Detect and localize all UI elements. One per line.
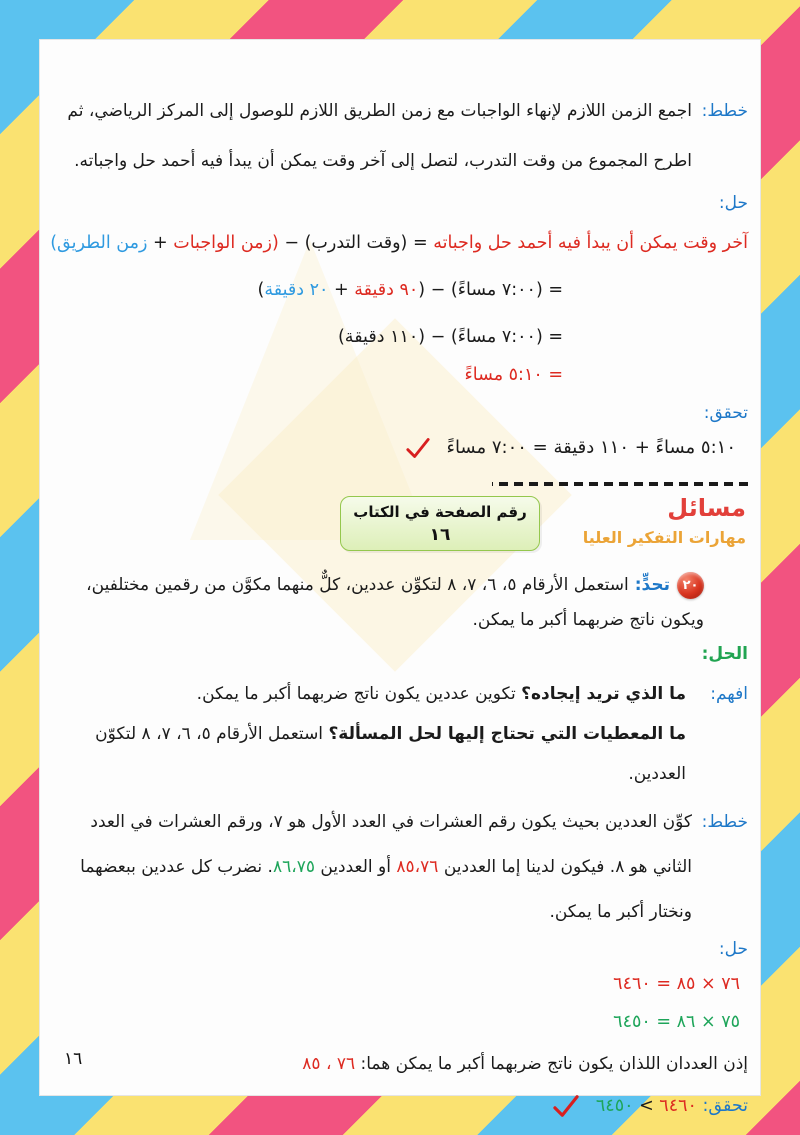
final-check-value-green: ٦٤٥٠ — [595, 1096, 634, 1116]
equation-line-2 — [60, 273, 748, 307]
plan-text: اجمع الزمن اللازم لإنهاء الواجبات مع زمن الطريق اللازم للوصول إلى المركز الرياضي، ثم اطرح المجموع من وقت التدرب، لتصل إلى آخر وقت يمكن أن يبدأ فيه أحمد حل واجباته. — [67, 101, 692, 171]
dashed-separator — [492, 482, 748, 486]
equation-line-1 — [50, 226, 748, 260]
eq2-blue-term: ٢٠ دقيقة — [264, 280, 329, 300]
equation-line-4: = ٥:١٠ مساءً — [464, 365, 563, 385]
plan2-text-2: أو العددين — [314, 857, 397, 877]
understand-q1-answer: تكوين عددين يكون ناتج ضربهما أكبر ما يمكن. — [196, 684, 522, 704]
problem-text: استعمل الأرقام ٥، ٦، ٧، ٨ لتكوِّن عددين، كلٌّ منهما مكوَّن من رقمين مختلفين، ويكون ناتج ضربهما أكبر ما يمكن. — [86, 575, 704, 630]
conclusion-numbers: ٧٦ ، ٨٥ — [302, 1054, 356, 1074]
problems-title: مسائل — [667, 494, 746, 522]
section-header — [60, 494, 748, 558]
understand-q2-question: ما المعطيات التي تحتاج إليها لحل المسألة؟ — [328, 724, 686, 744]
understand-q2 — [60, 714, 686, 794]
understand-q1 — [60, 674, 686, 714]
understand-q2-answer: استعمل الأرقام ٥، ٦، ٧، ٨ لتكوّن العددين. — [95, 724, 686, 784]
eq2-plus: + — [328, 280, 355, 300]
multiplication-line-green: ٧٥ × ٨٦ = ٦٤٥٠ — [613, 1012, 740, 1032]
plan-section — [60, 800, 748, 935]
understand-label: افهم: — [710, 684, 748, 704]
final-check-value-red: ٦٤٦٠ — [659, 1096, 697, 1116]
red-checkmark-icon — [405, 437, 431, 459]
understand-q1-question: ما الذي تريد إيجاده؟ — [521, 684, 686, 704]
plan2-number-red: ٨٥،٧٦ — [396, 857, 439, 877]
final-check-operator: > — [633, 1096, 660, 1116]
eq2-red-term: ٩٠ دقيقة — [354, 280, 419, 300]
check-line-text: ٥:١٠ مساءً + ١١٠ دقيقة = ٧:٠٠ مساءً — [446, 437, 736, 458]
equation-line-3: = (٧:٠٠ مساءً) − (١١٠ دقيقة) — [337, 327, 563, 347]
conclusion-line — [60, 1049, 748, 1079]
eq2-close-paren: ) — [257, 280, 265, 300]
plan2-text-3: . نضرب كل عددين ببعضهما ونختار أكبر ما يمكن. — [80, 857, 692, 922]
problem-statement — [60, 568, 748, 638]
final-check-line — [60, 1089, 748, 1123]
check-label: تحقق: — [703, 403, 748, 423]
challenge-label: تحدٍّ: — [634, 575, 670, 595]
understand-section — [60, 674, 748, 794]
eq1-red-term: (زمن الواجبات — [173, 233, 279, 253]
plan2-text-1: كوِّن العددين بحيث يكون رقم العشرات في العدد الأول هو ٧، ورقم العشرات في العدد الثاني هو ٨. فيكون لدينا إما العددين — [90, 812, 692, 877]
red-checkmark-icon — [552, 1094, 580, 1118]
eq2-black-part: = (٧:٠٠ مساءً) − ( — [418, 280, 563, 300]
solve2-label: حل: — [718, 939, 748, 959]
plan-paragraph — [60, 86, 748, 186]
multiplication-line-red: ٧٦ × ٨٥ = ٦٤٦٠ — [613, 974, 740, 994]
check-line — [60, 430, 748, 466]
problems-subtitle: مهارات التفكير العليا — [582, 528, 746, 547]
plan2-number-green: ٨٦،٧٥ — [272, 857, 315, 877]
plan-label: خطط: — [701, 101, 748, 121]
problem-number-badge: ٢٠ — [677, 572, 704, 599]
conclusion-text: إذن العددان اللذان يكون ناتج ضربهما أكبر ما يمكن هما: — [355, 1054, 748, 1074]
eq1-plus: + — [147, 233, 174, 253]
page-number: ١٦ — [64, 1049, 83, 1069]
eq1-black-part: = (وقت التدرب) − — [278, 233, 434, 253]
eq1-red-phrase: آخر وقت يمكن أن يبدأ فيه أحمد حل واجباته — [433, 233, 748, 253]
solution-label: الحل: — [701, 644, 748, 664]
plan2-label: خطط: — [701, 812, 748, 832]
book-page-box — [340, 496, 540, 551]
eq1-blue-term: زمن الطريق) — [50, 233, 148, 253]
book-page-box-number: ١٦ — [429, 525, 451, 545]
solve-label: حل: — [718, 193, 748, 213]
page-content — [50, 86, 748, 1123]
textbook-page — [40, 40, 760, 1116]
book-page-box-label: رقم الصفحة في الكتاب — [353, 503, 527, 521]
final-check-label: تحقق: — [702, 1096, 748, 1116]
